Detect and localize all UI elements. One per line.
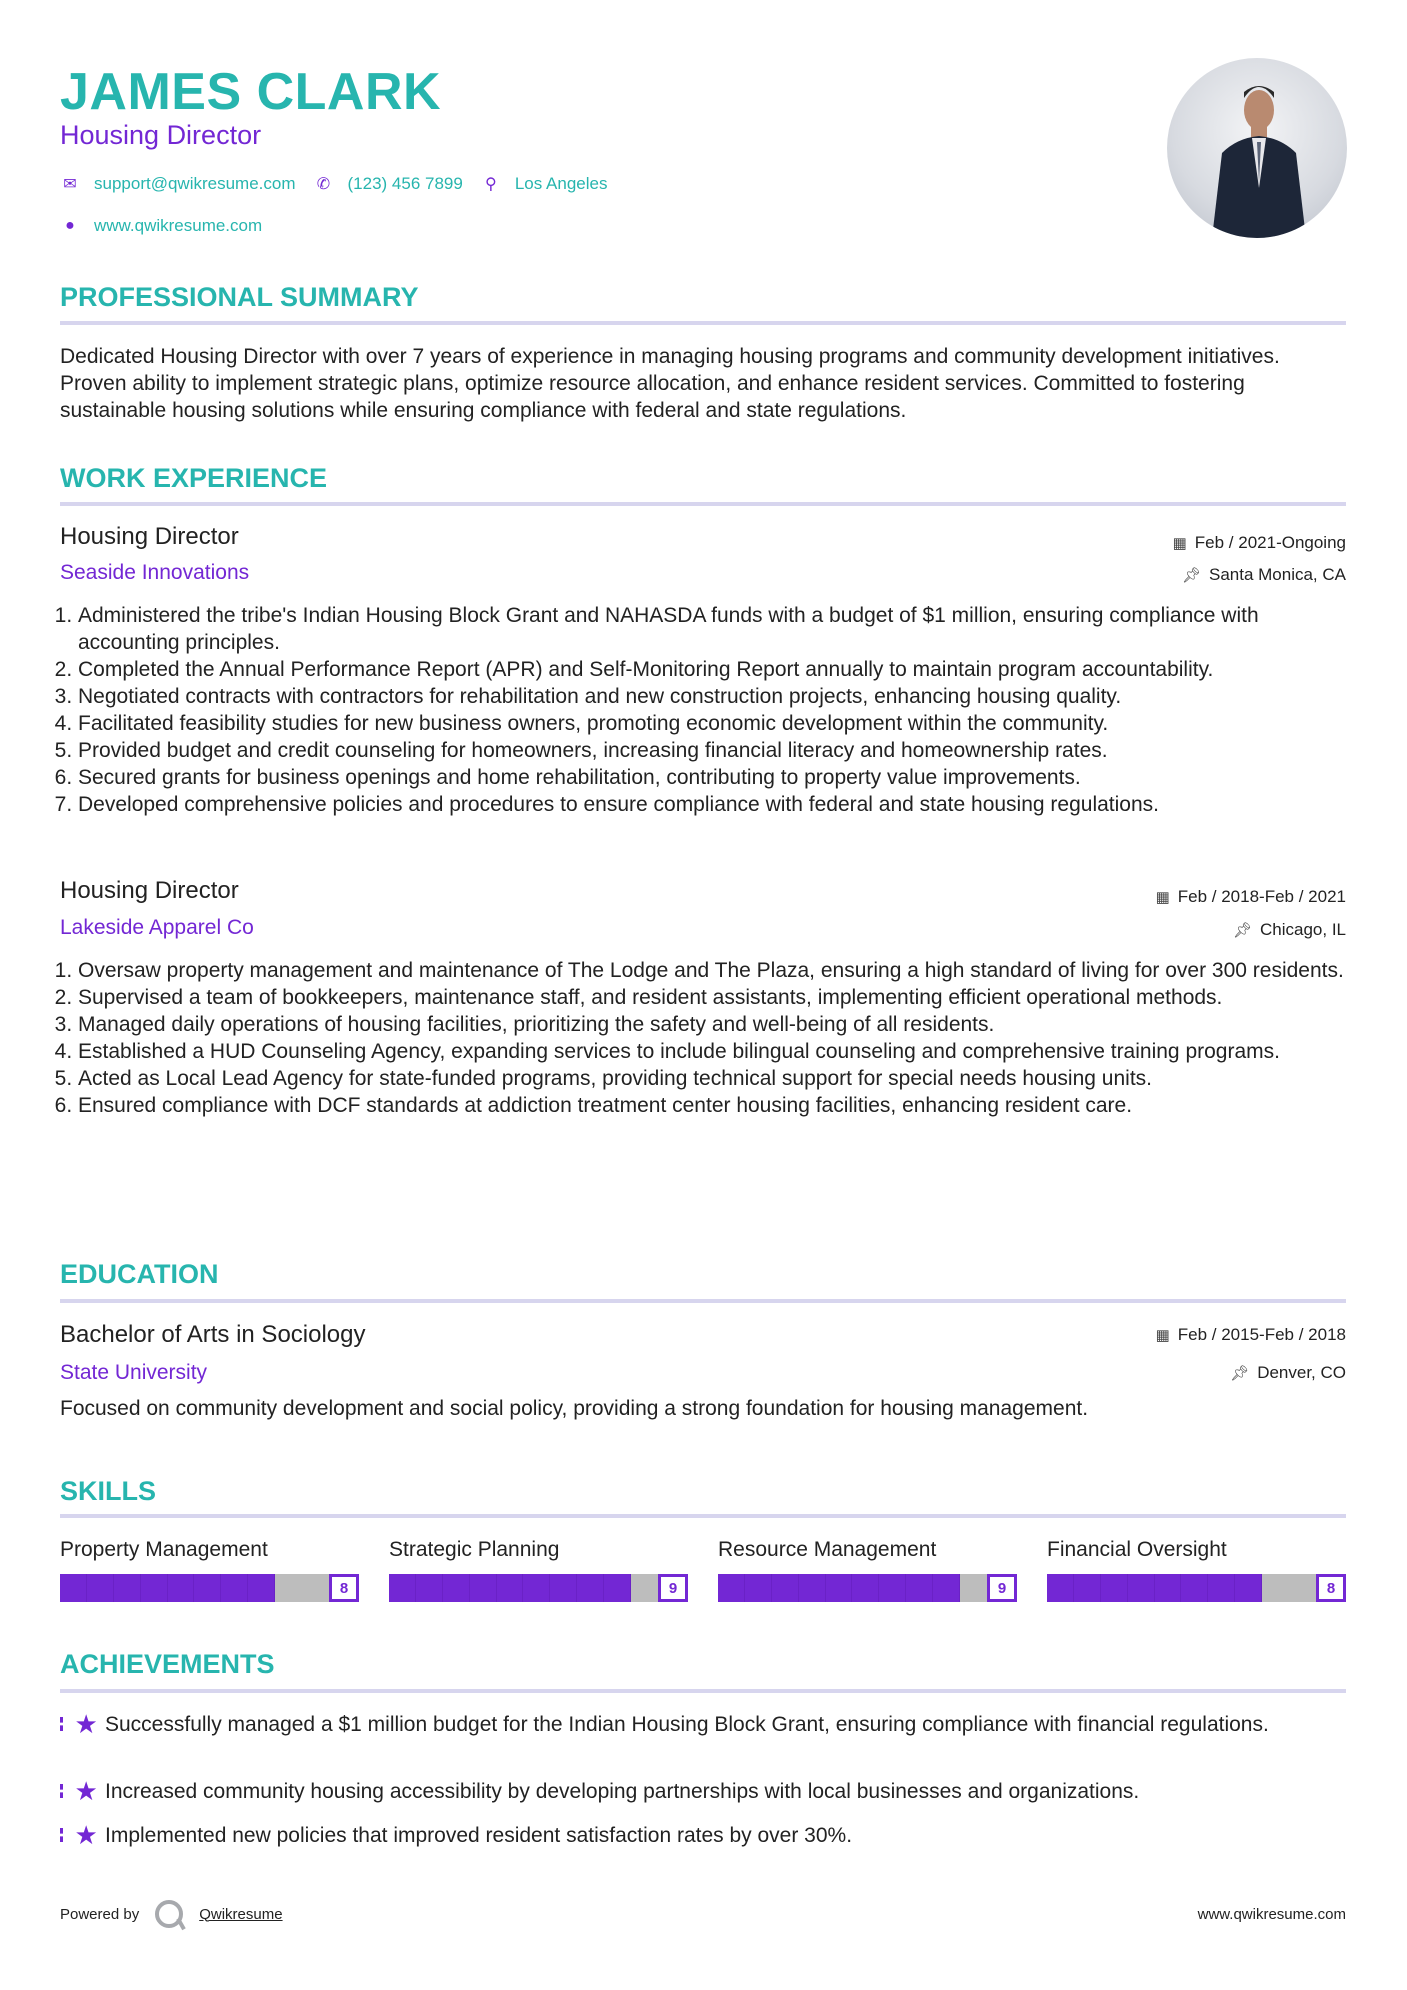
school-name: State University [60,1361,208,1384]
skill-item [389,1538,688,1602]
skill-segment [168,1574,195,1602]
skill-segment [1155,1574,1182,1602]
degree-title: Bachelor of Arts in Sociology [60,1321,366,1348]
shooting-star-icon: ★ [60,1778,105,1805]
skills-heading: SKILLS [60,1476,157,1506]
achievement-item [60,1711,1346,1738]
skill-segment [194,1574,221,1602]
list-item: 4. Facilitated feasibility studies for new business owners, promoting economic development within the community. [78,710,1346,737]
list-item: 6. Ensured compliance with DCF standards at addiction treatment center housing facilities, enhancing resident care. [78,1092,1346,1119]
skill-level: 9 [987,1574,1017,1602]
skill-track [389,1574,658,1602]
achievement-text: Implemented new policies that improved resident satisfaction rates by over 30%. [105,1824,853,1847]
skill-track [1047,1574,1316,1602]
skill-segment [772,1574,799,1602]
skill-segment [60,1574,87,1602]
summary-heading: PROFESSIONAL SUMMARY [60,282,419,312]
achievement-item [60,1778,1346,1805]
list-item: 5. Acted as Local Lead Agency for state-funded programs, providing technical support for special needs housing units. [78,1065,1346,1092]
skill-segment [416,1574,443,1602]
skill-bar [389,1574,688,1602]
skill-name: Financial Oversight [1047,1538,1227,1561]
skill-segment [1128,1574,1155,1602]
job-location [1182,565,1346,585]
job-bullets [78,957,1346,1119]
education-location-text: Denver, CO [1257,1363,1346,1382]
skill-segment [1074,1574,1101,1602]
shooting-star-icon: ★ [60,1711,105,1738]
qwikresume-logo-icon [155,1900,183,1928]
skill-segment [906,1574,933,1602]
skill-segment [248,1574,275,1602]
pushpin-icon: 📌︎ [1230,1365,1250,1382]
skill-segment [1047,1574,1074,1602]
achievement-text: Successfully managed a $1 million budget for the Indian Housing Block Grant, ensuring compliance with financial regulations. [105,1713,1269,1736]
candidate-name: JAMES CLARK [60,63,442,121]
job-company: Lakeside Apparel Co [60,916,254,939]
job-bullets [78,602,1346,818]
phone-text: (123) 456 7899 [347,174,463,193]
website-row [60,216,280,236]
skill-segment [523,1574,550,1602]
section-divider [60,1299,1346,1303]
list-item: 2. Supervised a team of bookkeepers, maintenance staff, and resident assistants, implementing efficient operational methods. [78,984,1346,1011]
job-dates-text: Feb / 2021-Ongoing [1194,533,1346,552]
job-company: Seaside Innovations [60,561,250,584]
skill-segment [879,1574,906,1602]
list-item: 3. Managed daily operations of housing facilities, prioritizing the safety and well-being of all residents. [78,1011,1346,1038]
skill-segment [443,1574,470,1602]
globe-icon: ● [65,217,75,234]
education-dates [1156,1325,1346,1345]
pushpin-icon: 📌︎ [1232,922,1252,939]
profile-photo [1167,58,1347,238]
skill-segment [141,1574,168,1602]
job-dates-text: Feb / 2018-Feb / 2021 [1177,887,1346,906]
skill-segment [470,1574,497,1602]
skill-segment [718,1574,745,1602]
skill-segment [745,1574,772,1602]
candidate-title: Housing Director [60,120,262,150]
list-item: 3. Negotiated contracts with contractors for rehabilitation and new construction projects, enhancing housing quality. [78,683,1346,710]
skill-segment [114,1574,141,1602]
footer [60,1900,1346,1928]
website-link[interactable]: www.qwikresume.com [94,216,263,235]
skill-segment [577,1574,604,1602]
list-item: 5. Provided budget and credit counseling for homeowners, increasing financial literacy and homeownership rates. [78,737,1346,764]
job-location-text: Chicago, IL [1260,920,1346,939]
achievement-text: Increased community housing accessibility by developing partnerships with local businesses and organizations. [105,1780,1140,1803]
skill-segment [389,1574,416,1602]
phone-icon: ✆ [316,176,331,193]
calendar-icon: ▦ [1155,1327,1170,1344]
skill-level: 8 [1316,1574,1346,1602]
map-pin-icon: ⚲ [484,176,497,193]
skill-segment [826,1574,853,1602]
skill-segment [550,1574,577,1602]
skill-name: Property Management [60,1538,268,1561]
skill-bar [718,1574,1017,1602]
skill-track [718,1574,987,1602]
skill-segment [1208,1574,1235,1602]
skill-bar [1047,1574,1346,1602]
job-dates [1173,533,1346,553]
list-item: 4. Established a HUD Counseling Agency, expanding services to include bilingual counseling and comprehensive training programs. [78,1038,1346,1065]
education-location [1230,1363,1346,1383]
section-divider [60,1689,1346,1693]
skill-name: Resource Management [718,1538,937,1561]
skill-segment [604,1574,631,1602]
list-item: 1. Administered the tribe's Indian Housing Block Grant and NAHASDA funds with a budget of $1 million, ensuring compliance with accounting principles. [78,602,1346,656]
calendar-icon: ▦ [1155,889,1170,906]
job-title: Housing Director [60,523,239,550]
skill-segment [933,1574,960,1602]
education-heading: EDUCATION [60,1259,219,1289]
job-dates [1156,887,1346,907]
achievement-item [60,1822,1346,1849]
skill-level: 9 [658,1574,688,1602]
skill-segment [221,1574,248,1602]
skills-list [60,1538,1346,1602]
education-description: Focused on community development and social policy, providing a strong foundation for housing management. [60,1397,1089,1420]
skill-track [60,1574,329,1602]
calendar-icon: ▦ [1172,535,1187,552]
shooting-star-icon: ★ [60,1822,105,1849]
skill-item [1047,1538,1346,1602]
pushpin-icon: 📌︎ [1181,567,1201,584]
skill-segment [1101,1574,1128,1602]
list-item: 2. Completed the Annual Performance Report (APR) and Self-Monitoring Report annually to maintain program accountability. [78,656,1346,683]
skill-segment [1235,1574,1262,1602]
list-item: 7. Developed comprehensive policies and procedures to ensure compliance with federal and state housing regulations. [78,791,1346,818]
list-item: 6. Secured grants for business openings and home rehabilitation, contributing to property value improvements. [78,764,1346,791]
footer-website[interactable]: www.qwikresume.com [1197,1905,1346,1923]
skill-segment [87,1574,114,1602]
experience-heading: WORK EXPERIENCE [60,463,328,493]
contact-row [60,174,625,194]
achievements-heading: ACHIEVEMENTS [60,1649,275,1679]
section-divider [60,1514,1346,1518]
skill-segment [497,1574,524,1602]
section-divider [60,502,1346,506]
envelope-icon: ✉ [63,176,77,193]
skill-level: 8 [329,1574,359,1602]
section-divider [60,321,1346,325]
skill-item [60,1538,359,1602]
skill-item [718,1538,1017,1602]
powered-by-label: Powered by [60,1905,140,1923]
location-text: Los Angeles [514,174,608,193]
email-link[interactable]: support@qwikresume.com [94,174,296,193]
skill-bar [60,1574,359,1602]
skill-segment [799,1574,826,1602]
list-item: 1. Oversaw property management and maintenance of The Lodge and The Plaza, ensuring a high standard of living for over 300 residents. [78,957,1346,984]
skill-segment [1181,1574,1208,1602]
qwikresume-link[interactable]: Qwikresume [199,1905,283,1923]
skill-name: Strategic Planning [389,1538,560,1561]
skill-segment [852,1574,879,1602]
job-location-text: Santa Monica, CA [1208,565,1346,584]
education-dates-text: Feb / 2015-Feb / 2018 [1177,1325,1346,1344]
job-title: Housing Director [60,877,239,904]
job-location [1233,920,1346,940]
summary-text: Dedicated Housing Director with over 7 years of experience in managing housing programs and community development initiatives. Proven ability to implement strategic plans, optimize resource allocation, and enhance resident services. Committed to fostering sustainable housing solutions while ensuring compliance with federal and state regulations. [60,345,1280,422]
